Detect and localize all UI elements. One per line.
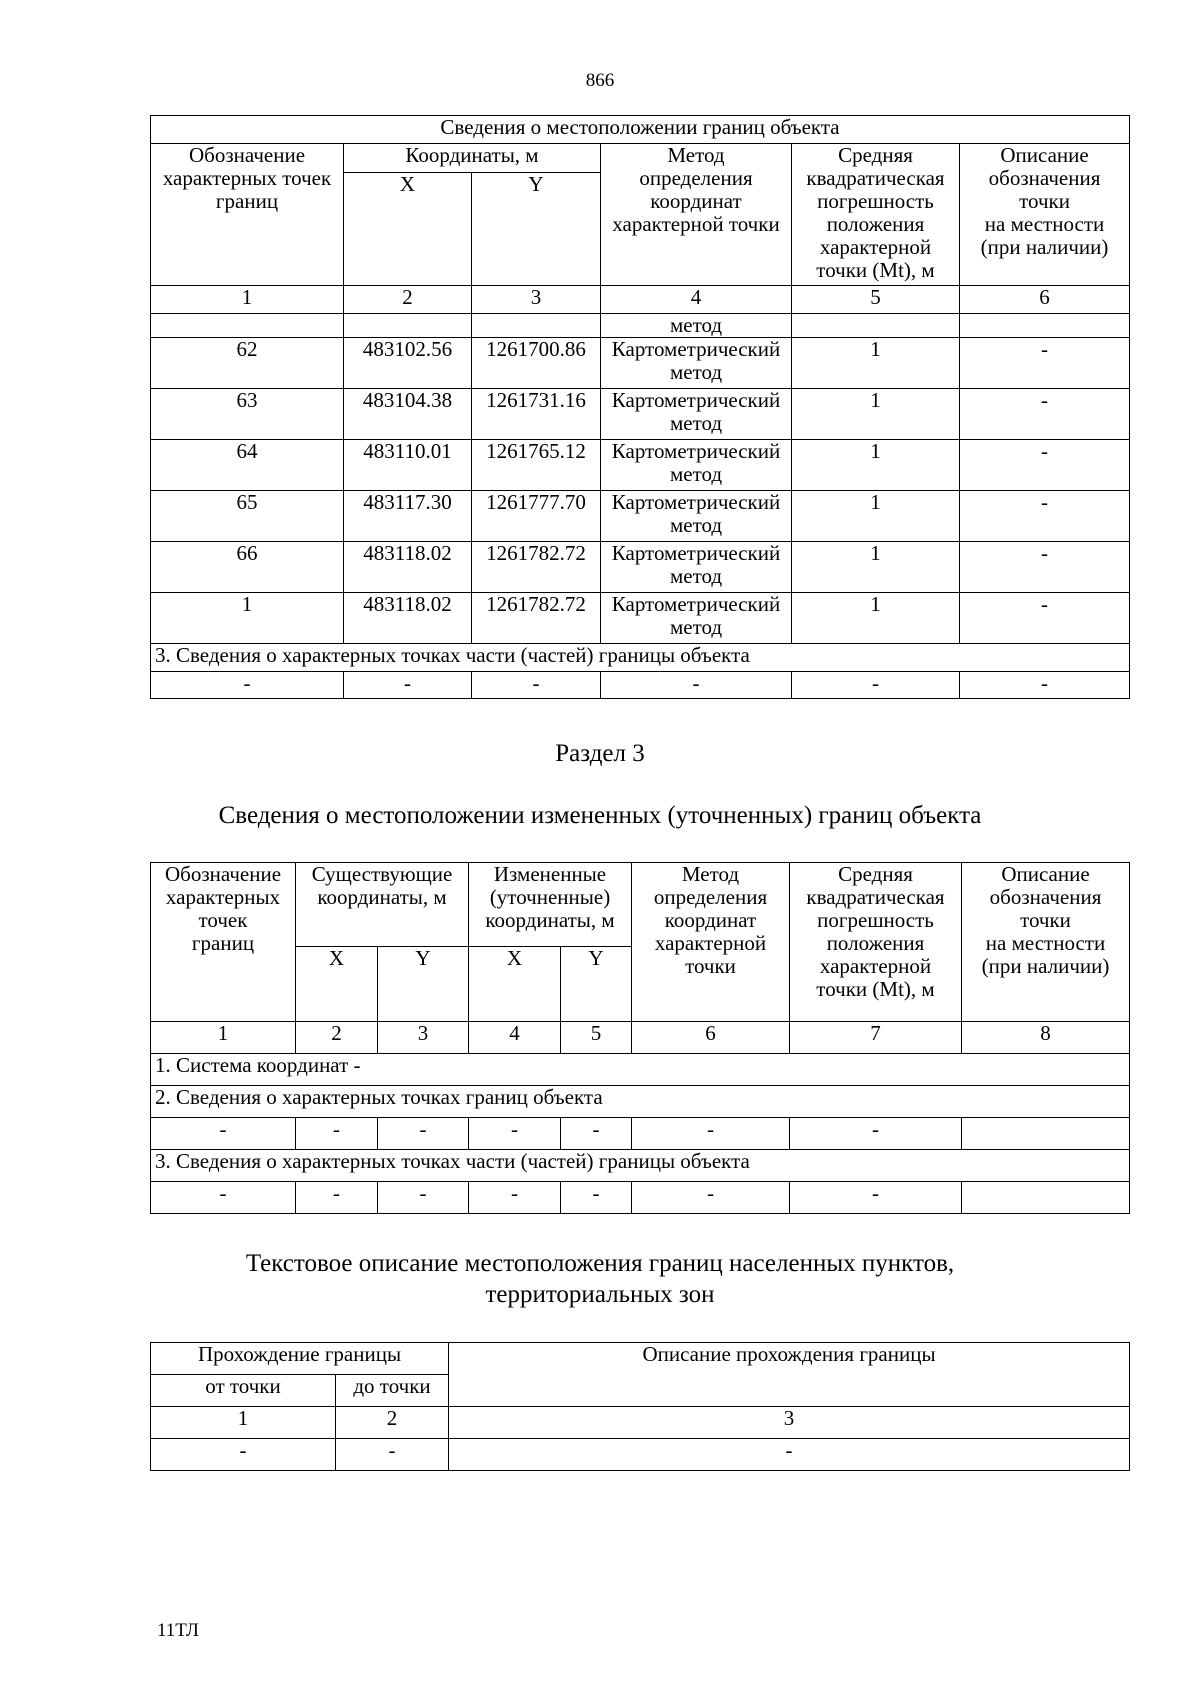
cell-description: - (960, 542, 1130, 593)
header-description: Описание обозначения точки на местности (при наличии) (962, 863, 1130, 1022)
cell-description: - (960, 491, 1130, 542)
column-number: 6 (632, 1022, 790, 1054)
column-number: 1 (151, 1407, 336, 1439)
boundary-location-table (150, 115, 1130, 699)
cell-x: 483118.02 (344, 542, 472, 593)
header-to-point: до точки (336, 1375, 449, 1407)
empty-cell: - (792, 672, 960, 699)
column-number: 1 (151, 286, 344, 314)
empty-cell: - (296, 1182, 378, 1214)
cell-y: 1261782.72 (472, 593, 601, 644)
empty-cell: - (790, 1182, 962, 1214)
cell-point: 1 (151, 593, 344, 644)
cell-description: - (960, 440, 1130, 491)
header-error: Средняя квадратическая погрешность положения характерной точки (Mt), м (790, 863, 962, 1022)
table-row (151, 440, 1130, 491)
cell-error: 1 (792, 593, 960, 644)
column-number: 2 (296, 1022, 378, 1054)
table-row (151, 389, 1130, 440)
header-description: Описание обозначения точки на местности (при наличии) (960, 144, 1130, 286)
cell-y: 1261765.12 (472, 440, 601, 491)
empty-cell: - (472, 672, 601, 699)
header-method: Метод определения координат характерной точки (601, 144, 792, 286)
table-row (151, 1182, 1130, 1214)
header-error: Средняя квадратическая погрешность положения характерной точки (Mt), м (792, 144, 960, 286)
cell-method: Картометрический метод (601, 440, 792, 491)
table-row-continuation (151, 314, 1130, 338)
table-row (151, 542, 1130, 593)
empty-cell: - (469, 1118, 561, 1150)
column-number: 4 (469, 1022, 561, 1054)
cell-y: 1261782.72 (472, 542, 601, 593)
column-number: 5 (561, 1022, 632, 1054)
table-row (151, 338, 1130, 389)
header-method: Метод определения координат характерной точки (632, 863, 790, 1022)
header-x: X (296, 947, 378, 1022)
cell-description: - (960, 593, 1130, 644)
column-number: 3 (472, 286, 601, 314)
column-number: 4 (601, 286, 792, 314)
header-coordinates: Координаты, м (344, 144, 601, 173)
section-row-part-points: 3. Сведения о характерных точках части (частей) границы объекта (151, 1150, 1130, 1182)
column-number: 3 (449, 1407, 1130, 1439)
page-number: 866 (585, 70, 615, 91)
empty-cell: - (790, 1118, 962, 1150)
header-y: Y (561, 947, 632, 1022)
table-title: Сведения о местоположении границ объекта (151, 116, 1130, 144)
empty-cell: - (632, 1182, 790, 1214)
empty-cell: - (151, 672, 344, 699)
cell-method: Картометрический метод (601, 389, 792, 440)
cell-method: Картометрический метод (601, 542, 792, 593)
table-row (151, 1439, 1130, 1471)
empty-cell: - (561, 1118, 632, 1150)
header-from-point: от точки (151, 1375, 336, 1407)
section-row-coordinate-system: 1. Система координат - (151, 1054, 1130, 1086)
empty-cell: - (296, 1118, 378, 1150)
header-y: Y (472, 173, 601, 286)
empty-cell: - (632, 1118, 790, 1150)
header-y: Y (378, 947, 469, 1022)
empty-cell: - (561, 1182, 632, 1214)
header-x: X (344, 173, 472, 286)
cell-description: - (960, 338, 1130, 389)
section-row-boundary-points: 2. Сведения о характерных точках границ объекта (151, 1086, 1130, 1118)
cell-x: 483118.02 (344, 593, 472, 644)
cell-x: 483117.30 (344, 491, 472, 542)
column-number: 2 (344, 286, 472, 314)
empty-cell: - (469, 1182, 561, 1214)
section-title: Сведения о местоположении измененных (уточненных) границ объекта (218, 802, 982, 829)
cell-point: 62 (151, 338, 344, 389)
column-number: 6 (960, 286, 1130, 314)
header-existing-coordinates: Существующие координаты, м (296, 863, 469, 947)
cell-y: 1261700.86 (472, 338, 601, 389)
cell-error: 1 (792, 491, 960, 542)
cell-method: Картометрический метод (601, 338, 792, 389)
header-x: X (469, 947, 561, 1022)
cell-description: - (960, 389, 1130, 440)
column-number: 7 (790, 1022, 962, 1054)
empty-cell: - (151, 1118, 296, 1150)
empty-cell: - (960, 672, 1130, 699)
empty-cell (962, 1182, 1130, 1214)
document-code: 11ТЛ (157, 1620, 199, 1641)
cell-point: 64 (151, 440, 344, 491)
header-point: Обозначение характерных точек границ (151, 144, 344, 286)
cell-point: 66 (151, 542, 344, 593)
empty-cell: - (601, 672, 792, 699)
empty-cell (962, 1118, 1130, 1150)
empty-cell: - (151, 1439, 336, 1471)
cell-y: 1261777.70 (472, 491, 601, 542)
empty-cell: - (151, 1182, 296, 1214)
cell-method: метод (601, 314, 792, 338)
empty-cell: - (378, 1182, 469, 1214)
text-description-heading: Текстовое описание местоположения границ населенных пунктов, территориальных зон (245, 1250, 955, 1308)
table-row (151, 672, 1130, 699)
cell-error: 1 (792, 338, 960, 389)
cell-error: 1 (792, 542, 960, 593)
cell-x: 483102.56 (344, 338, 472, 389)
cell-method: Картометрический метод (601, 491, 792, 542)
table-row (151, 1118, 1130, 1150)
empty-cell: - (344, 672, 472, 699)
column-number: 2 (336, 1407, 449, 1439)
cell-point: 65 (151, 491, 344, 542)
cell-x: 483104.38 (344, 389, 472, 440)
cell-x: 483110.01 (344, 440, 472, 491)
cell-method: Картометрический метод (601, 593, 792, 644)
header-passage-description: Описание прохождения границы (449, 1343, 1130, 1407)
column-number: 5 (792, 286, 960, 314)
header-passage: Прохождение границы (151, 1343, 449, 1375)
boundary-passage-table (150, 1342, 1130, 1471)
cell-y: 1261731.16 (472, 389, 601, 440)
empty-cell: - (449, 1439, 1130, 1471)
table-row (151, 593, 1130, 644)
changed-boundary-table (150, 862, 1130, 1214)
section-row-part-points: 3. Сведения о характерных точках части (частей) границы объекта (151, 644, 1130, 672)
header-point: Обозначение характерных точек границ (151, 863, 296, 1022)
empty-cell: - (336, 1439, 449, 1471)
section-heading: Раздел 3 (555, 740, 645, 767)
column-number: 8 (962, 1022, 1130, 1054)
header-changed-coordinates: Измененные (уточненные) координаты, м (469, 863, 632, 947)
column-number: 3 (378, 1022, 469, 1054)
empty-cell: - (378, 1118, 469, 1150)
cell-point: 63 (151, 389, 344, 440)
cell-error: 1 (792, 440, 960, 491)
column-number: 1 (151, 1022, 296, 1054)
table-row (151, 491, 1130, 542)
cell-error: 1 (792, 389, 960, 440)
